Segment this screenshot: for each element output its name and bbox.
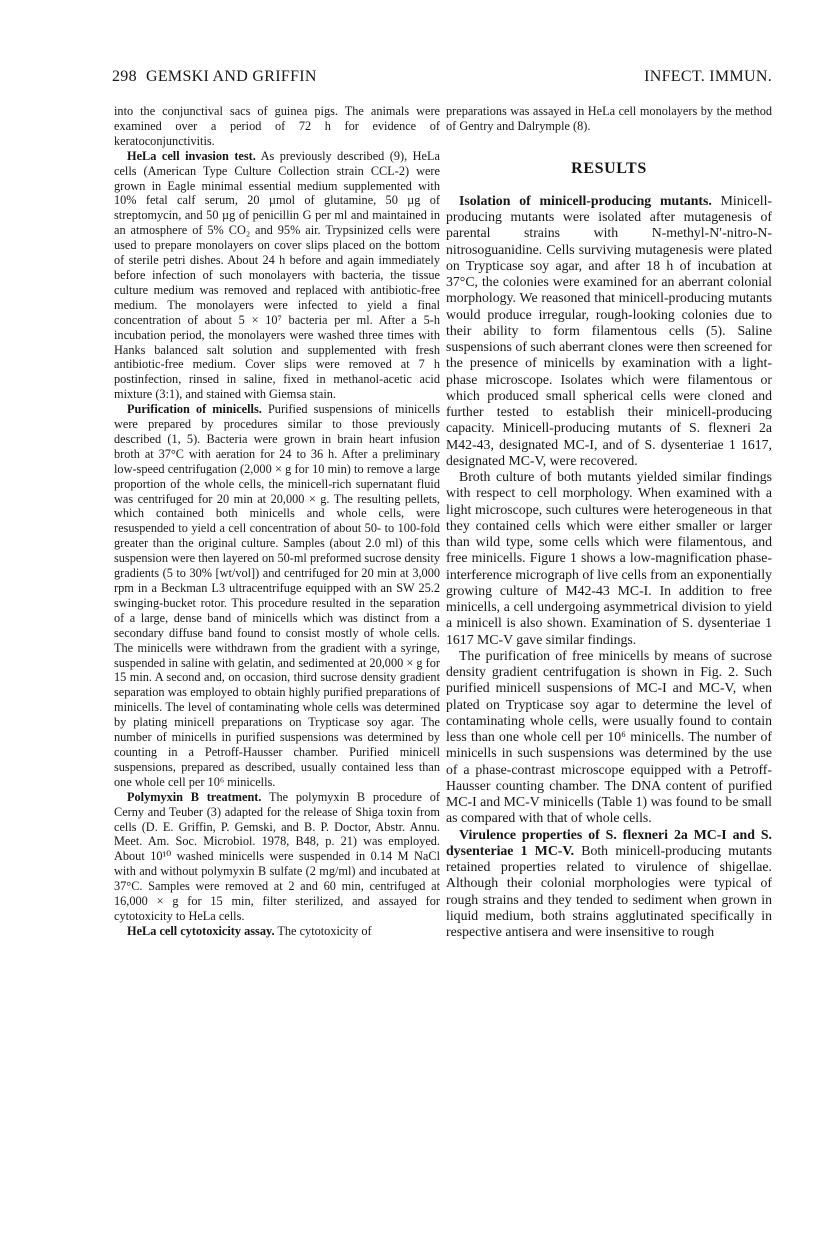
section-text-cytotoxicity: The cytotoxicity of [274,923,372,938]
paragraph-continuation: into the conjunctival sacs of guinea pigs. The animals were examined over a period of 72 h for evidence of keratoconjunctivitis. [114,104,440,148]
running-header [112,68,772,90]
section-polymyxin [114,790,440,924]
section-title-polymyxin: Polymyxin B treatment. [127,789,262,804]
section-text-polymyxin: The polymyxin B procedure of Cerny and Teuber (3) adapted for the release of Shiga toxin from cells (D. E. Griffin, P. Gemski, and B. P. Doctor, Abstr. Annu. Meet. Am. Soc. Microbiol. 1978, B48, p. 21) was employed. About 10¹⁰ washed minicells were suspended in 0.14 M NaCl with and without polymyxin B sulfate (2 mg/ml) and incubated at 37°C. Samples were removed at 2 and 60 min, centrifuged at 16,000 × g for 15 min, filter sterilized, and assayed for cytotoxicity to HeLa cells. [114,789,440,923]
paragraph-continuation-right: preparations was assayed in HeLa cell monolayers by the method of Gentry and Dalrymple (8). [446,104,772,133]
section-isolation [446,193,772,469]
section-text-purification: Purified suspensions of minicells were prepared by procedures similar to those previously described (1, 5). Bacteria were grown in brain heart infusion broth at 37°C with aeration for 24 to 36 h. After a preliminary low-speed centrifugation (2,000 × g for 10 min) to remove a large proportion of the whole cells, the minicell-rich supernatant fluid was centrifuged for 20 min at 20,000 × g. The resulting pellets, which contained both minicells and whole cells, were resuspended to yield a cell concentration of about 50- to 100-fold greater than the original culture. Samples (about 2.0 ml) of this suspension were then layered on 50-ml preformed sucrose density gradients (5 to 30% [wt/vol]) and centrifuged for 20 min at 3,000 rpm in a Beckman L3 ultracentrifuge equipped with an SW 25.2 swinging-bucket rotor. This procedure resulted in the separation of a large, dense band of minicells which was distinct from a secondary diffuse band found to consist mostly of whole cells. The minicells were withdrawn from the gradient with a syringe, suspended in saline with gelatin, and sedimented at 20,000 × g for 15 min. A second and, on occasion, third sucrose density gradient separation was employed to obtain highly purified preparations of minicells. The level of contaminating whole cells was determined by plating minicell preparations on Trypticase soy agar. The number of minicells in purified suspensions was determined by counting in a Petroff-Hausser chamber. Purified minicell suspensions, prepared as described, usually contained less than one whole cell per 10⁶ minicells. [114,402,440,789]
results-heading: RESULTS [571,159,647,177]
section-title-hela-invasion: HeLa cell invasion test. [127,148,256,163]
running-authors: GEMSKI AND GRIFFIN [146,68,317,85]
page-number: 298 [112,68,137,85]
paragraph-purification: The purification of free minicells by means of sucrose density gradient centrifugation is shown in Fig. 2. Such purified minicell suspensions of MC-I and MC-V, when plated on Trypticase soy agar to determine the level of contaminating whole cells, were usually found to contain less than one whole cell per 10⁶ minicells. The number of minicells in such suspensions was determined by the use of a phase-contrast microscope equipped with a Petroff-Hausser counting chamber. The DNA content of purified MC-I and MC-V minicells (Table 1) was found to be small as compared with that of whole cells. [446,647,772,826]
section-title-purification: Purification of minicells. [127,402,262,417]
section-virulence [446,827,772,941]
paragraph-broth-culture: Broth culture of both mutants yielded similar findings with respect to cell morphology. When examined with a light microscope, such cultures were heterogeneous in that they contained cells which were either smaller or larger than wild type, some cells which were filamentous, and free minicells. Figure 1 shows a low-magnification phase-interference micrograph of live cells from an exponentially growing culture of M42-43 MC-I. In addition to free minicells, a cell undergoing asymmetrical division to yield a minicell is also shown. Examination of S. dysenteriae 1 1617 MC-V gave similar findings. [446,469,773,647]
section-title-cytotoxicity: HeLa cell cytotoxicity assay. [127,923,275,938]
journal-name: INFECT. IMMUN. [644,68,772,85]
left-column [114,104,440,939]
right-column [446,104,772,940]
section-cytotoxicity [114,924,440,939]
section-hela-invasion [114,149,440,402]
section-text-virulence: Both minicell-producing mutants retained properties related to virulence of shigellae. Although their colonial morphologies were typical of rough strains and they tended to sediment when grown in liquid medium, both strains agglutinated specifically in respective antisera and were insensitive to rough [446,842,772,940]
section-text-isolation: Minicell-producing mutants were isolated after mutagenesis of parental strains with N-methyl-N′-nitro-N-nitrosoguanidine. Cells surviving mutagenesis were plated on Trypticase soy agar, and after 18 h of incubation at 37°C, the colonies were examined for an aberrant colonial morphology. We reasoned that minicell-producing mutants would produce irregular, rough-looking colonies due to their ability to form filamentous cells (5). Saline suspensions of such aberrant clones were then screened for the presence of minicells by examination with a light-phase microscope. Isolates which were filamentous or which produced small spherical cells were cloned and further tested to establish their minicell-producing capacity. Minicell-producing mutants of S. flexneri 2a M42-43, designated MC-I, and of S. dysenteriae 1 1617, designated MC-V, were recovered. [446,192,772,468]
section-title-virulence: Virulence properties of S. flexneri 2a MC-I and S. dysenteriae 1 MC-V. [446,826,772,858]
section-title-isolation: Isolation of minicell-producing mutants. [459,192,712,208]
section-purification [114,402,440,790]
section-text-hela-invasion: As previously described (9), HeLa cells (American Type Culture Collection strain CCL-2) were grown in Eagle minimal essential medium supplemented with 10% fetal calf serum, 20 µmol of glutamine, 50 µg of streptomycin, and 50 µg of penicillin G per ml and maintained in an atmosphere of 5% CO₂ and 95% air. Trypsinized cells were used to prepare monolayers on cover slips placed on the bottom of sterile petri dishes. About 24 h before and again immediately before infection of such monolayers with bacteria, the tissue culture medium was removed and replaced with antibiotic-free medium. The monolayers were infected to yield a final concentration of about 5 × 10⁷ bacteria per ml. After a 5-h incubation period, the monolayers were washed three times with Hanks balanced salt solution and supplemented with fresh antibiotic-free medium. Cover slips were removed at 7 h postinfection, rinsed in saline, fixed in methanol-acetic acid mixture (3:1), and stained with Giemsa stain. [114,148,440,402]
